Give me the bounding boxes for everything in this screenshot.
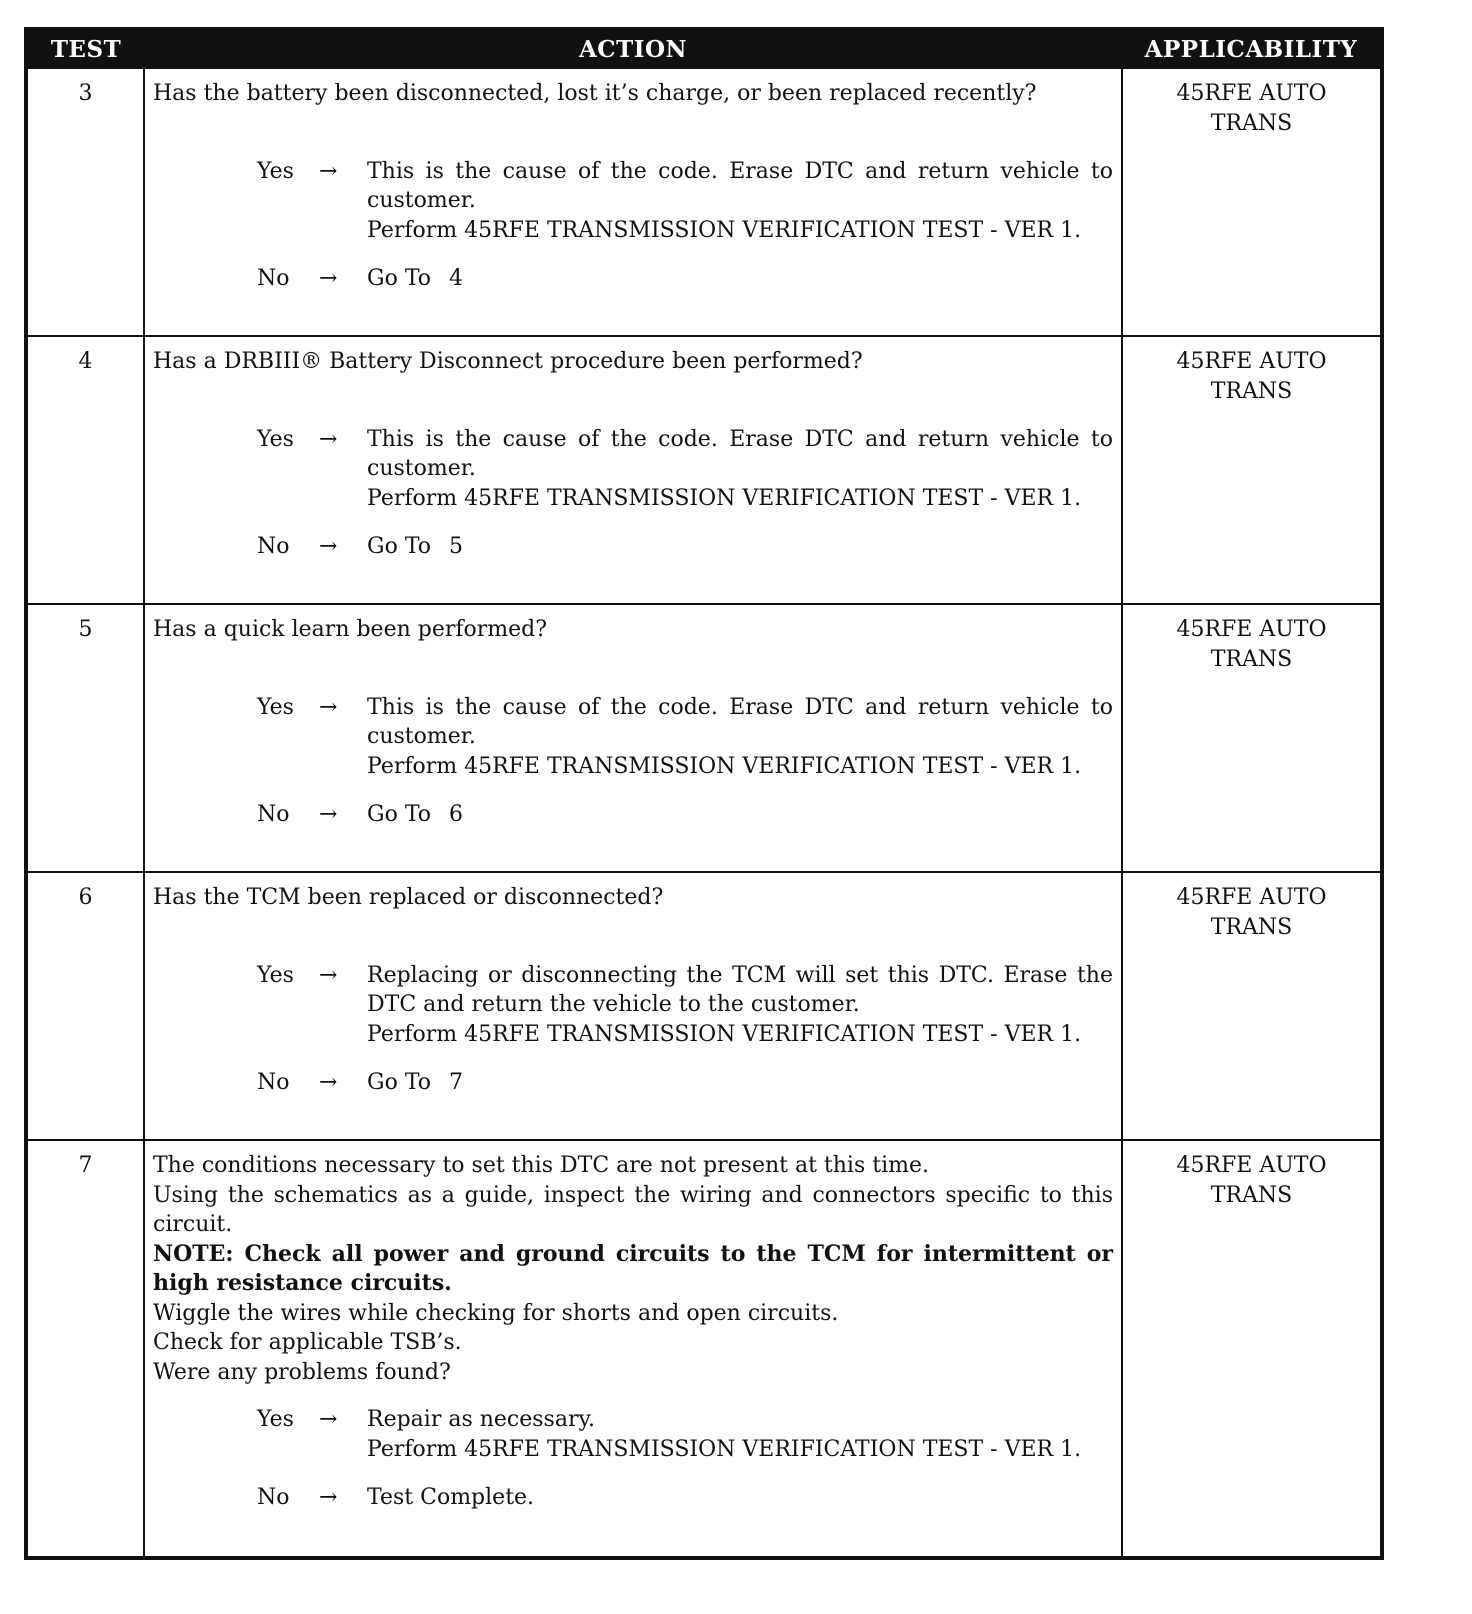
table-row-test-6 [26,872,1382,1140]
arrow-right-icon: → [319,1070,338,1095]
yes-line: This is the cause of the code. Erase DTC and return vehicle to customer. [367,426,1113,481]
yes-answer [257,157,1113,246]
question-line: Were any problems found? [153,1359,451,1385]
question-line: Using the schematics as a guide, inspect the wiring and connectors specific to this circuit. [153,1182,1113,1237]
question-text [153,1151,1113,1387]
applicability-line: 45RFE AUTO [1176,81,1327,106]
applicability-line: 45RFE AUTO [1176,1153,1327,1178]
complete-text: Test Complete. [367,1485,535,1510]
applicability-cell [1122,68,1382,336]
yes-line: Perform 45RFE TRANSMISSION VERIFICATION TEST - VER 1. [367,485,1082,511]
arrow-right-icon: → [319,1407,338,1432]
yes-line: This is the cause of the code. Erase DTC and return vehicle to customer. [367,694,1113,749]
question-line: Check for applicable TSB’s. [153,1330,462,1355]
no-instruction [367,800,1113,830]
goto-text: Go To [367,802,432,827]
applicability-line: 45RFE AUTO [1176,885,1327,910]
test-number: 7 [26,1140,144,1558]
goto-target: 5 [449,534,464,559]
yes-label: Yes [257,694,294,720]
applicability-line: TRANS [1210,378,1293,404]
goto-text: Go To [367,1070,432,1095]
yes-answer [257,1405,1113,1464]
question-line: Has the battery been disconnected, lost it’s charge, or been replaced recently? [153,81,1037,106]
goto-target: 6 [449,802,464,827]
applicability-line: 45RFE AUTO [1176,349,1327,374]
test-number: 6 [26,872,144,1140]
yes-answer [257,425,1113,514]
action-cell [144,68,1122,336]
yes-instruction [367,1405,1113,1464]
arrow-right-icon: → [319,802,338,827]
yes-answer [257,961,1113,1050]
yes-line: Perform 45RFE TRANSMISSION VERIFICATION TEST - VER 1. [367,217,1082,243]
action-cell [144,604,1122,872]
arrow-right-icon: → [319,1485,338,1510]
applicability-cell [1122,872,1382,1140]
yes-line: Perform 45RFE TRANSMISSION VERIFICATION TEST - VER 1. [367,1436,1082,1462]
question-text [153,347,1113,377]
header-test: TEST [26,29,144,68]
table-row-test-3 [26,68,1382,336]
answer-list [153,157,1113,294]
header-action: ACTION [144,29,1122,68]
no-instruction [367,532,1113,562]
goto-text: Go To [367,534,432,559]
diagnostic-test-table [24,27,1384,1560]
no-label: No [257,534,290,559]
applicability-line: TRANS [1210,646,1293,672]
yes-instruction [367,961,1113,1050]
arrow-right-icon: → [319,426,338,452]
arrow-right-icon: → [319,158,338,184]
yes-label: Yes [257,426,294,452]
test-number: 5 [26,604,144,872]
table-header [26,29,1382,68]
test-number: 3 [26,68,144,336]
diagnostic-procedure-page [24,27,1380,1560]
note-line: NOTE: Check all power and ground circuits to the TCM for intermittent or high resistance circuits. [153,1240,1113,1296]
applicability-cell [1122,604,1382,872]
no-answer [257,800,1113,830]
no-answer [257,264,1113,294]
applicability-line: 45RFE AUTO [1176,617,1327,642]
goto-target: 7 [449,1070,464,1095]
arrow-right-icon: → [319,266,338,291]
no-answer [257,1068,1113,1098]
question-line: Has the TCM been replaced or disconnected? [153,885,664,910]
table-row-test-7 [26,1140,1382,1558]
yes-label: Yes [257,1407,294,1432]
arrow-right-icon: → [319,534,338,559]
yes-line: Perform 45RFE TRANSMISSION VERIFICATION TEST - VER 1. [367,753,1082,779]
action-cell [144,1140,1122,1558]
yes-label: Yes [257,158,294,184]
arrow-right-icon: → [319,694,338,720]
no-label: No [257,266,290,291]
no-answer [257,1483,1113,1513]
yes-instruction [367,425,1113,514]
question-line: Has a quick learn been performed? [153,617,548,642]
header-applicability: APPLICABILITY [1122,29,1382,68]
question-text [153,615,1113,645]
arrow-right-icon: → [319,962,338,988]
applicability-cell [1122,336,1382,604]
yes-instruction [367,157,1113,246]
action-cell [144,872,1122,1140]
table-row-test-5 [26,604,1382,872]
no-label: No [257,802,290,827]
no-label: No [257,1070,290,1095]
yes-instruction [367,693,1113,782]
applicability-line: TRANS [1210,110,1293,136]
yes-line: Repair as necessary. [367,1407,595,1432]
yes-line: This is the cause of the code. Erase DTC and return vehicle to customer. [367,158,1113,213]
goto-text: Go To [367,266,432,291]
no-instruction [367,264,1113,294]
answer-list [153,693,1113,830]
question-line: Has a DRBIII® Battery Disconnect procedure been performed? [153,349,863,374]
no-label: No [257,1485,290,1510]
yes-label: Yes [257,962,294,988]
no-answer [257,532,1113,562]
action-cell [144,336,1122,604]
no-instruction [367,1483,1113,1513]
yes-answer [257,693,1113,782]
question-line: Wiggle the wires while checking for shorts and open circuits. [153,1300,839,1326]
question-text [153,79,1113,109]
yes-line: Replacing or disconnecting the TCM will set this DTC. Erase the DTC and return the vehicle to the customer. [367,962,1113,1017]
goto-target: 4 [449,266,464,291]
answer-list [153,1405,1113,1513]
answer-list [153,961,1113,1098]
applicability-line: TRANS [1210,1182,1293,1208]
applicability-line: TRANS [1210,914,1293,940]
no-instruction [367,1068,1113,1098]
yes-line: Perform 45RFE TRANSMISSION VERIFICATION TEST - VER 1. [367,1021,1082,1047]
question-line: The conditions necessary to set this DTC are not present at this time. [153,1153,929,1178]
test-number: 4 [26,336,144,604]
answer-list [153,425,1113,562]
table-row-test-4 [26,336,1382,604]
applicability-cell [1122,1140,1382,1558]
question-text [153,883,1113,913]
